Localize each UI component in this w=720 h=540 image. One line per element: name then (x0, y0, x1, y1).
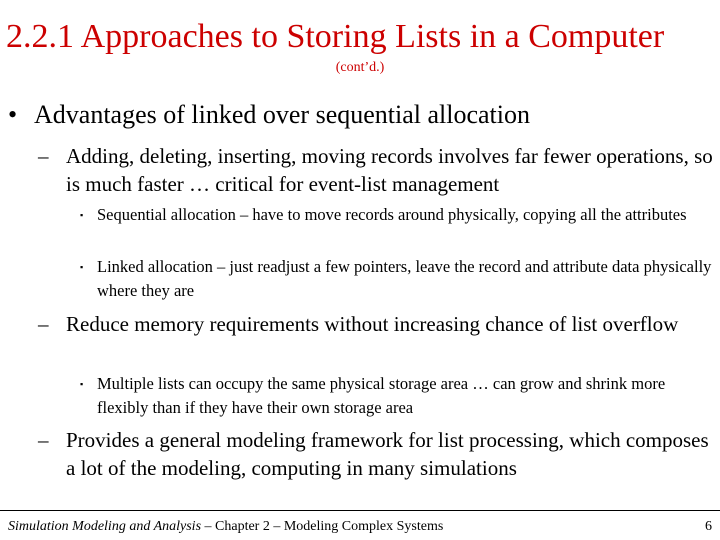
slide-footer (8, 518, 443, 536)
footer-chapter: – Chapter 2 – Modeling Complex Systems (201, 519, 444, 534)
bullet-icon: • (8, 100, 18, 129)
dash-icon: – (38, 144, 49, 168)
sub1-item-1-text: Sequential allocation – have to move records around physically, copying all the attributes (97, 205, 687, 224)
slide-subtitle: (cont’d.) (335, 60, 385, 75)
slide-title: 2.2.1 Approaches to Storing Lists in a Computer (6, 18, 665, 55)
sub-bullet-1-text: Adding, deleting, inserting, moving records involves far fewer operations, so is much faster … critical for event-list management (66, 144, 713, 196)
sub-bullet-3-text: Provides a general modeling framework for list processing, which composes a lot of the modeling, computing in many simulations (66, 428, 709, 480)
sub1-item-2-text: Linked allocation – just readjust a few pointers, leave the record and attribute data physically where they are (97, 257, 712, 300)
square-bullet-icon: ▪ (80, 210, 84, 220)
square-bullet-icon: ▪ (80, 379, 84, 389)
square-bullet-icon: ▪ (80, 262, 84, 272)
sub-bullet-2-text: Reduce memory requirements without increasing chance of list overflow (66, 312, 679, 336)
footer-divider (0, 510, 720, 511)
page-number: 6 (705, 519, 712, 534)
main-bullet-text: Advantages of linked over sequential allocation (34, 100, 531, 129)
dash-icon: – (38, 312, 49, 336)
footer-book-title: Simulation Modeling and Analysis (8, 519, 202, 534)
dash-icon: – (38, 428, 49, 452)
sub2-item-1-text: Multiple lists can occupy the same physical storage area … can grow and shrink more flexibly than if they have their own storage area (97, 374, 666, 417)
